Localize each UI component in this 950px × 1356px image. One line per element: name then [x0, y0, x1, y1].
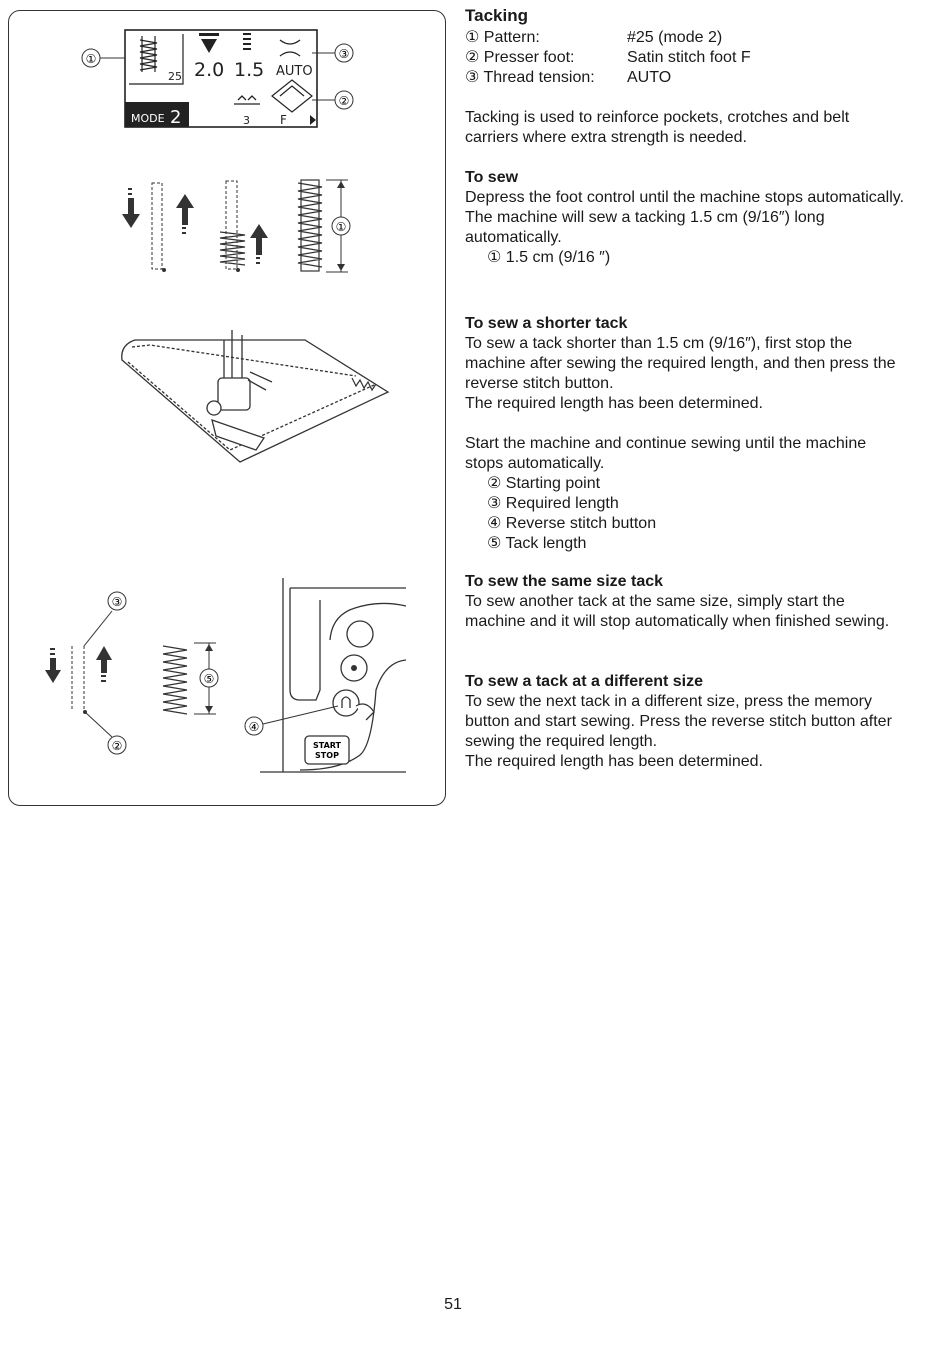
shorter-item-2: ③ Required length — [487, 495, 619, 512]
shorter-item-4: ⑤ Tack length — [487, 535, 587, 552]
callout-5: ⑤ — [203, 672, 215, 686]
shorter-p1: To sew a tack shorter than 1.5 cm (9/16″), first stop the machine after sewing the required length, and then press the reverse stitch button. — [465, 335, 896, 392]
shorter-item-3: ④ Reverse stitch button — [487, 515, 657, 532]
different-heading: To sew a tack at a different size — [465, 673, 704, 690]
lcd-foot-number: 3 — [243, 114, 250, 127]
shorter-tack-diagram — [45, 592, 218, 754]
shorter-tack-section — [465, 314, 905, 554]
spec-row-foot: ② Presser foot: Satin stitch foot F — [465, 49, 751, 66]
lcd-mode-label: MODE — [131, 112, 165, 125]
lcd-pattern-number: 25 — [168, 70, 182, 83]
illustrations — [0, 0, 460, 820]
callout-1b: ① — [335, 220, 347, 234]
spec-row-tension: ③ Thread tension: AUTO — [465, 69, 672, 86]
callout-4: ④ — [248, 720, 260, 734]
arrow-up-icon-3 — [96, 646, 112, 682]
callout-2: ② — [338, 94, 350, 108]
lcd-mode-value: 2 — [170, 107, 182, 128]
different-size-section — [465, 672, 905, 772]
start-stop-line1: START — [312, 741, 342, 750]
to-sew-note: ① 1.5 cm (9/16 ″) — [487, 249, 611, 266]
arrow-up-icon — [176, 194, 194, 234]
shorter-p2: The required length has been determined. — [465, 395, 763, 412]
to-sew-p1: Depress the foot control until the machine stops automatically. — [465, 189, 905, 206]
arrow-down-icon-3 — [45, 648, 61, 683]
to-sew-heading: To sew — [465, 169, 519, 186]
lcd-tension-value: AUTO — [276, 64, 313, 79]
start-stop-line2: STOP — [315, 751, 339, 760]
same-p1: To sew another tack at the same size, simply start the machine and it will stop automatically when finished sewing. — [465, 593, 890, 630]
different-p1: To sew the next tack in a different size, press the memory button and start sewing. Press the reverse stitch button after sewing the required length. — [465, 693, 892, 750]
header-section — [465, 6, 905, 148]
to-sew-p2: The machine will sew a tacking 1.5 cm (9/16″) long automatically. — [465, 209, 825, 246]
lcd-length-value: 1.5 — [234, 59, 265, 81]
shorter-heading: To sew a shorter tack — [465, 315, 628, 332]
sewing-fabric-illustration — [122, 330, 388, 462]
page-title: Tacking — [465, 6, 528, 25]
callout-3b: ③ — [111, 595, 123, 609]
shorter-item-1: ② Starting point — [487, 475, 601, 492]
different-p2: The required length has been determined. — [465, 753, 763, 770]
same-heading: To sew the same size tack — [465, 573, 664, 590]
callout-1: ① — [85, 52, 97, 66]
arrow-down-icon — [122, 188, 140, 228]
callout-2b: ② — [111, 739, 123, 753]
intro-paragraph: Tacking is used to reinforce pockets, crotches and belt carriers where extra strength is needed. — [465, 109, 850, 146]
lcd-foot-letter: F — [280, 113, 287, 127]
to-sew-section — [465, 168, 905, 268]
spec-row-pattern: ① Pattern: #25 (mode 2) — [465, 29, 723, 46]
lcd-display — [125, 30, 317, 128]
same-size-section — [465, 572, 905, 632]
arrow-up-icon-2 — [250, 224, 268, 264]
shorter-p3: Start the machine and continue sewing until the machine stops automatically. — [465, 435, 867, 472]
callout-3: ③ — [338, 47, 350, 61]
lcd-width-value: 2.0 — [194, 59, 225, 81]
page-number: 51 — [444, 1296, 462, 1313]
tacking-sequence-diagram — [122, 180, 350, 272]
